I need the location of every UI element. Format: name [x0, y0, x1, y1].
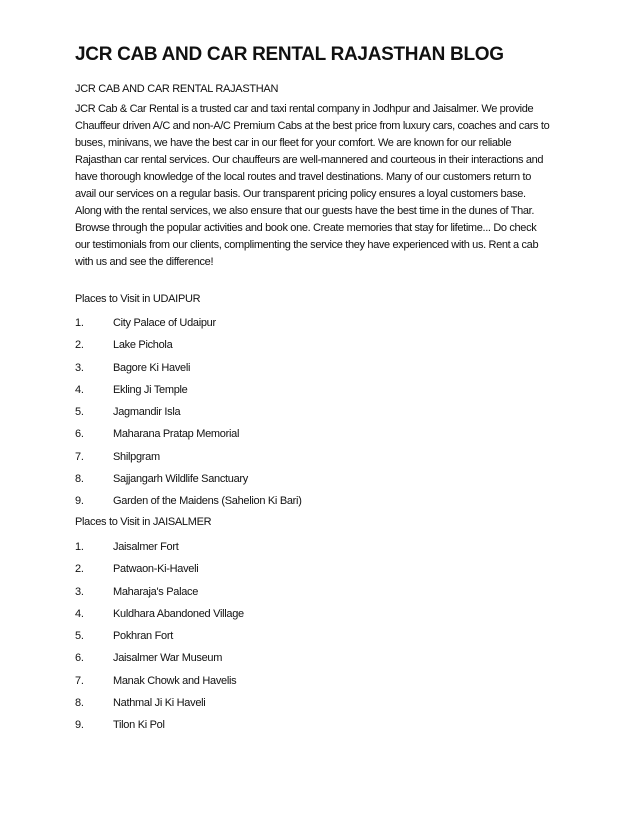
list-item-number: 9.: [75, 719, 84, 732]
list-item-number: 2.: [75, 563, 84, 576]
list-item-text: Maharana Pratap Memorial: [113, 428, 240, 441]
list-item-number: 9.: [75, 495, 84, 508]
list-item-number: 4.: [75, 383, 84, 396]
list-item-text: Pokhran Fort: [113, 630, 173, 643]
list-item-number: 1.: [75, 541, 84, 553]
paragraph-line: avail our services on a regular basis. Our transparent pricing policy ensures a loyal customers base.: [75, 188, 526, 200]
list-item-text: Nathmal Ji Ki Haveli: [113, 697, 206, 710]
list-item-text: Jaisalmer Fort: [113, 541, 179, 553]
list-item-text: Tilon Ki Pol: [113, 719, 165, 732]
list-item-number: 5.: [75, 406, 84, 419]
list-item-text: City Palace of Udaipur: [113, 317, 216, 329]
list-item-number: 7.: [75, 674, 84, 687]
intro-paragraph: [75, 101, 575, 271]
list-item-number: 1.: [75, 317, 84, 329]
list-item-number: 3.: [75, 585, 84, 598]
list-item-text: Kuldhara Abandoned Village: [113, 607, 244, 620]
paragraph-line: Chauffeur driven A/C and non-A/C Premium Cabs at the best price from luxury cars, coaches and cars to: [75, 120, 550, 132]
section-heading-jaisalmer: Places to Visit in JAISALMER: [75, 516, 212, 528]
blog-title: JCR CAB AND CAR RENTAL RAJASTHAN BLOG: [75, 44, 504, 65]
paragraph-line: our testimonials from our clients, complimenting the service they have experienced with us. Rent a cab: [75, 239, 539, 251]
list-item-number: 5.: [75, 630, 84, 643]
list-item-text: Jaisalmer War Museum: [113, 652, 223, 665]
list-item-text: Lake Pichola: [113, 339, 173, 352]
list-item-number: 6.: [75, 652, 84, 665]
paragraph-line: buses, minivans, we have the best car in our fleet for your comfort. We are known for our reliable: [75, 137, 512, 149]
list-item-text: Maharaja's Palace: [113, 585, 199, 598]
list-item-text: Shilpgram: [113, 450, 160, 463]
paragraph-line: Along with the rental services, we also ensure that our guests have the best time in the dunes of Thar.: [75, 205, 535, 217]
list-item-text: Ekling Ji Temple: [113, 383, 188, 396]
list-item-number: 4.: [75, 607, 84, 620]
paragraph-line: Browse through the popular activities and book one. Create memories that stay for lifetime... Do check: [75, 222, 537, 234]
section-heading-udaipur: Places to Visit in UDAIPUR: [75, 293, 201, 305]
list-item-text: Patwaon-Ki-Haveli: [113, 563, 199, 576]
list-item-number: 8.: [75, 473, 84, 486]
list-item-text: Garden of the Maidens (Sahelion Ki Bari): [113, 495, 302, 508]
paragraph-line: Rajasthan car rental services. Our chauffeurs are well-mannered and courteous in their interactions and: [75, 154, 544, 166]
list-item-number: 2.: [75, 339, 84, 352]
list-item-text: Bagore Ki Haveli: [113, 361, 191, 374]
paragraph-line: JCR Cab & Car Rental is a trusted car and taxi rental company in Jodhpur and Jaisalmer. We provide: [75, 103, 534, 115]
list-item-number: 3.: [75, 361, 84, 374]
list-item-text: Sajjangarh Wildlife Sanctuary: [113, 473, 248, 486]
list-item-text: Manak Chowk and Havelis: [113, 674, 237, 687]
blog-subtitle: JCR CAB AND CAR RENTAL RAJASTHAN: [75, 83, 279, 95]
paragraph-line: with us and see the difference!: [75, 256, 214, 268]
paragraph-line: have thorough knowledge of the local routes and travel destinations. Many of our customers return to: [75, 171, 532, 183]
list-item-number: 7.: [75, 450, 84, 463]
list-item-text: Jagmandir Isla: [113, 406, 181, 419]
list-item-number: 8.: [75, 697, 84, 710]
list-item-number: 6.: [75, 428, 84, 441]
